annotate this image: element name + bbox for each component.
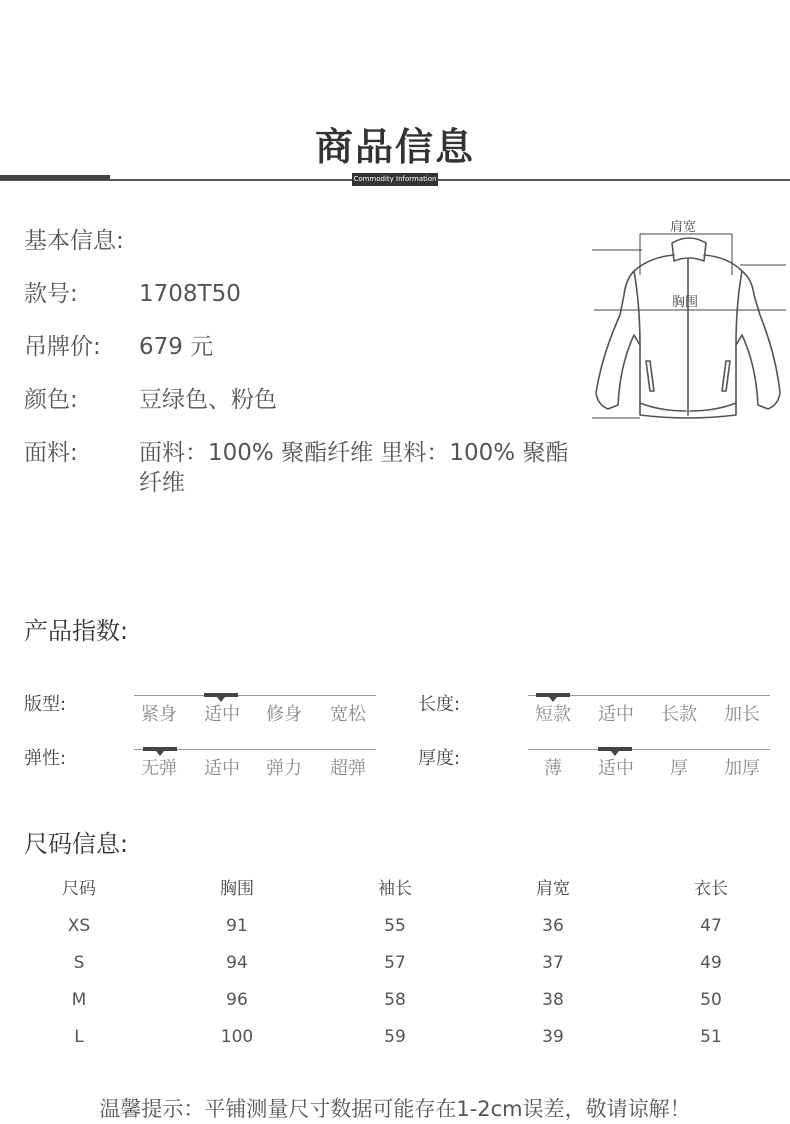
size-table-cell: 96 [226,990,248,1010]
thickness-option: 加厚 [724,758,760,779]
size-table-header: 肩宽 [536,879,570,899]
size-table-cell: 51 [700,1027,722,1047]
size-table-cell: M [71,990,87,1010]
size-table-cell: 49 [700,953,722,973]
size-table-cell: 50 [700,990,722,1010]
fit-label: 版型: [24,694,67,715]
size-table-cell: 39 [542,1027,564,1047]
size-table-cell: 100 [220,1027,254,1047]
size-table-header: 尺码 [62,879,96,899]
thickness-scale-track [528,749,770,750]
length-option: 加长 [724,704,760,725]
fit-scale-pointer-icon [217,697,225,702]
thickness-option: 厚 [670,758,688,779]
size-table-cell: XS [67,916,91,936]
color-value: 豆绿色、粉色 [139,387,277,413]
thickness-option: 适中 [598,758,634,779]
measurement-tip: 温馨提示：平铺测量尺寸数据可能存在1-2cm误差，敬请谅解！ [99,1097,691,1121]
style-number-label: 款号: [24,281,78,307]
price-label: 吊牌价: [24,334,101,360]
thickness-option: 薄 [544,758,562,779]
thickness-label: 厚度: [418,748,461,769]
size-table-cell: 37 [542,953,564,973]
fit-scale-track [134,695,376,696]
size-table-cell: 59 [384,1027,406,1047]
fit-option: 紧身 [141,704,177,725]
length-option: 长款 [661,704,697,725]
fabric-label: 面料: [24,440,78,466]
color-label: 颜色: [24,387,78,413]
size-table-cell: 36 [542,916,564,936]
basic-info-heading: 基本信息: [24,228,124,254]
size-table-cell: 38 [542,990,564,1010]
length-scale-pointer-icon [549,697,557,702]
size-table-header: 衣长 [694,879,728,899]
elasticity-scale-pointer-icon [156,751,164,756]
page-title: 商品信息 [314,125,475,169]
elasticity-option: 超弹 [330,758,366,779]
elasticity-label: 弹性: [24,748,67,769]
fit-option: 修身 [266,704,302,725]
header-divider-accent [0,175,110,180]
price-value: 679 元 [139,334,214,360]
size-table-cell: 47 [700,916,722,936]
size-table-cell: 57 [384,953,406,973]
product-index-heading: 产品指数: [24,617,129,645]
elasticity-option: 弹力 [266,758,302,779]
page-subtitle: Commodity Information [352,173,438,186]
style-number-value: 1708T50 [139,281,241,307]
thickness-scale-pointer-icon [611,751,619,756]
fit-option: 适中 [204,704,240,725]
size-table-cell: 58 [384,990,406,1010]
fit-option: 宽松 [330,704,366,725]
size-table-cell: 55 [384,916,406,936]
elasticity-option: 无弹 [141,758,177,779]
size-info-heading: 尺码信息: [24,830,129,858]
size-table-header: 袖长 [378,879,412,899]
length-option: 适中 [598,704,634,725]
elasticity-option: 适中 [204,758,240,779]
size-table-header: 胸围 [220,879,254,899]
jacket-size-diagram [590,215,790,425]
fabric-value: 面料：100% 聚酯纤维 里料：100% 聚酯纤维 [139,440,569,496]
chest-label: 胸围 [672,295,699,310]
size-table-cell: L [74,1027,84,1047]
size-table-cell: 94 [226,953,248,973]
shoulder-label: 肩宽 [670,220,697,235]
length-label: 长度: [418,694,461,715]
size-table-cell: 91 [226,916,248,936]
length-option: 短款 [535,704,571,725]
size-table-cell: S [73,953,85,973]
